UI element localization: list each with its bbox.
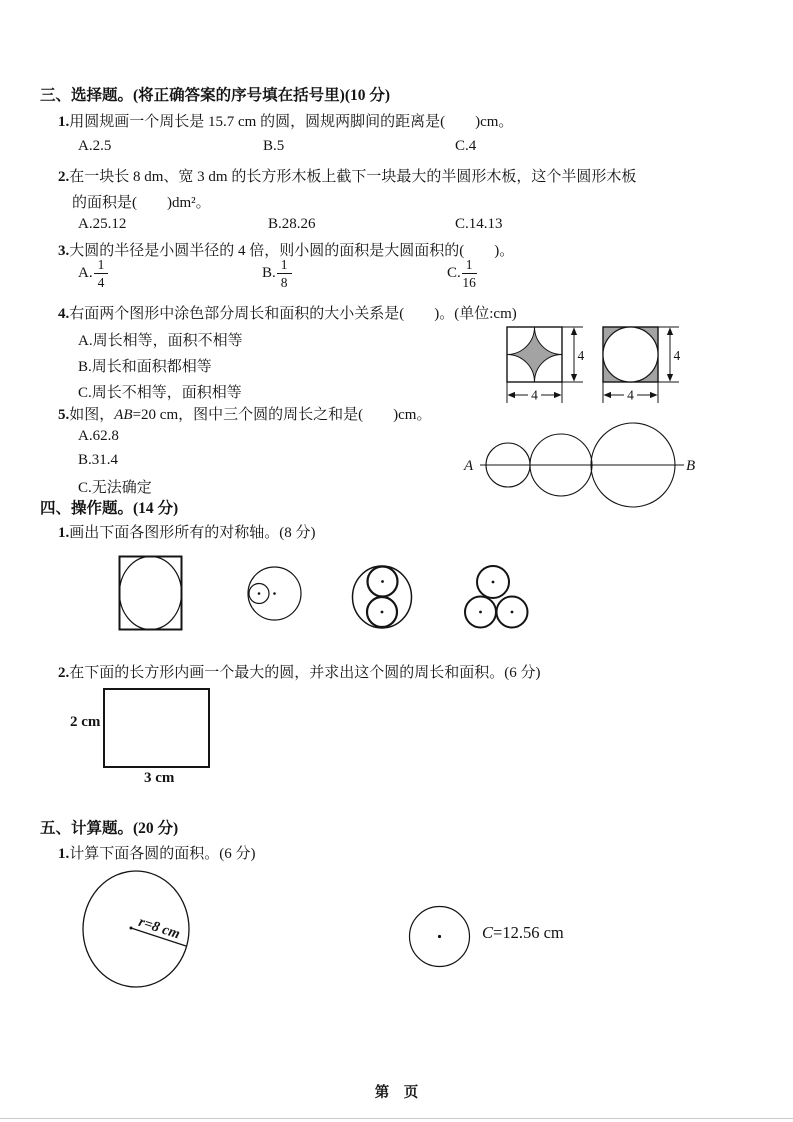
side-dimension-label: 4 [673, 348, 681, 363]
calc-q1-number: 1. [58, 846, 70, 862]
section-operate-heading: 四、操作题。(14 分) [40, 500, 179, 517]
q2-option-b: B.28.26 [268, 216, 316, 232]
fraction [277, 257, 292, 290]
section-calc-heading: 五、计算题。(20 分) [40, 820, 179, 837]
side-dimension-label: 4 [577, 348, 585, 363]
inscribed-circle [603, 327, 658, 382]
fraction-denominator: 4 [97, 274, 105, 290]
operate-q1-text [58, 521, 316, 542]
page-footer: 第 页 [374, 1085, 419, 1101]
q1-body: 用圆规画一个周长是 15.7 cm 的圆，圆规两脚间的距离是( )cm。 [69, 114, 514, 130]
q4-option-b: B.周长和面积都相等 [78, 359, 212, 375]
q1-text [58, 110, 513, 131]
q1-option-c: C.4 [455, 138, 477, 154]
section-choice-heading: 三、选择题。(将正确答案的序号填在括号里)(10 分) [40, 87, 391, 104]
q5-ab-segment: AB [114, 407, 133, 423]
q3-option-b [262, 257, 292, 290]
center-dot [479, 611, 482, 614]
q4-body: 右面两个图形中涂色部分周长和面积的大小关系是( )。(单位:cm) [69, 306, 517, 322]
rectangle-width-label: 3 cm [144, 770, 175, 786]
q3-option-a-label: A. [78, 265, 93, 282]
q5-suffix: =20 cm，图中三个圆的周长之和是( )cm。 [132, 407, 432, 423]
q4-figure-circle-square [602, 326, 688, 410]
arrowhead-down [571, 374, 577, 382]
arrowhead-up [667, 327, 673, 335]
rectangle-figure [103, 688, 210, 768]
calc-q1-text [58, 842, 256, 863]
calc-q1-body: 计算下面各圆的面积。(6 分) [69, 846, 256, 862]
q5-figure-three-circles [462, 404, 697, 514]
fraction [94, 257, 109, 290]
q1-option-b: B.5 [263, 138, 285, 154]
symmetry-figure-square-circle [118, 555, 184, 632]
fraction [462, 257, 477, 290]
q1-number: 1. [58, 114, 70, 130]
arrowhead-left [507, 392, 515, 398]
q5-option-b: B.31.4 [78, 452, 119, 468]
center-dot [438, 935, 441, 938]
fraction-denominator: 16 [462, 274, 476, 290]
q3-body: 大圆的半径是小圆半径的 4 倍，则小圆的面积是大圆面积的( )。 [69, 243, 515, 259]
q5-number: 5. [58, 407, 70, 423]
q3-number: 3. [58, 243, 70, 259]
q5-option-c: C.无法确定 [78, 480, 152, 496]
q4-option-a: A.周长相等，面积不相等 [78, 333, 243, 349]
inner-center-dot [258, 592, 261, 595]
operate-q1-number: 1. [58, 525, 70, 541]
q2-number: 2. [58, 169, 70, 185]
arrowhead-down [667, 374, 673, 382]
q2-text-line1 [58, 165, 636, 186]
arrowhead-left [603, 392, 611, 398]
circumference-symbol: C [482, 923, 494, 942]
point-b-label: B [686, 458, 696, 474]
q1-option-a: A.2.5 [78, 138, 112, 154]
calc-circle-radius [81, 870, 193, 990]
radius-label: r=8 cm [136, 914, 182, 943]
q3-option-a [78, 257, 108, 290]
inscribed-circle [120, 557, 182, 630]
bottom-center-dot [381, 611, 384, 614]
q3-option-c-label: C. [447, 265, 461, 282]
operate-q1-body: 画出下面各图形所有的对称轴。(8 分) [69, 525, 316, 541]
top-center-dot [381, 580, 384, 583]
page-bottom-rule [0, 1118, 793, 1119]
fraction-numerator: 1 [462, 257, 477, 274]
q2-text-line2: 的面积是( )dm²。 [72, 195, 211, 211]
outer-center-dot [273, 592, 276, 595]
operate-q2-body: 在下面的长方形内画一个最大的圆，并求出这个圆的周长和面积。(6 分) [69, 665, 541, 681]
fraction-denominator: 8 [280, 274, 288, 290]
q2-option-c: C.14.13 [455, 216, 503, 232]
q3-option-b-label: B. [262, 265, 276, 282]
operate-q2-number: 2. [58, 665, 70, 681]
fraction-numerator: 1 [94, 257, 109, 274]
q5-option-a: A.62.8 [78, 428, 119, 444]
q4-figure-star-square [506, 326, 592, 410]
point-a-label: A [464, 458, 474, 474]
symmetry-figure-three-circles [462, 563, 530, 631]
arrowhead-right [650, 392, 658, 398]
q2-option-a: A.25.12 [78, 216, 127, 232]
circumference-label [482, 923, 564, 943]
q2-body1: 在一块长 8 dm、宽 3 dm 的长方形木板上截下一块最大的半圆形木板，这个半圆形木板 [69, 169, 637, 185]
q5-prefix: 如图， [69, 407, 115, 423]
operate-q2-text [58, 661, 541, 682]
q5-text [58, 403, 431, 424]
bottom-dimension-label: 4 [531, 387, 538, 403]
bottom-dimension-label: 4 [627, 387, 634, 403]
q4-option-c: C.周长不相等，面积相等 [78, 385, 242, 401]
arrowhead-up [571, 327, 577, 335]
q4-text [58, 302, 517, 323]
rectangle-height-label: 2 cm [70, 714, 101, 730]
q4-number: 4. [58, 306, 70, 322]
center-dot [511, 611, 514, 614]
symmetry-figure-stacked-circles [351, 565, 413, 629]
fraction-numerator: 1 [277, 257, 292, 274]
circumference-value: =12.56 cm [493, 923, 564, 942]
q3-option-c [447, 257, 477, 290]
arrowhead-right [554, 392, 562, 398]
symmetry-figure-inner-circle [246, 565, 304, 623]
calc-circle-circumference [408, 905, 472, 969]
center-dot [492, 581, 495, 584]
